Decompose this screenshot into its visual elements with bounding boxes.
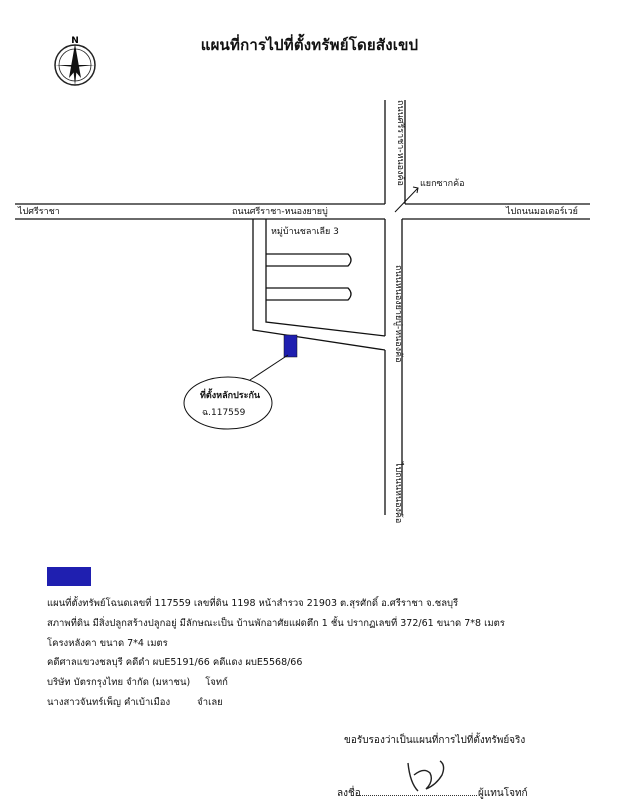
info-court-case: คดีศาลแขวงชลบุรี คดีดำ ผบE5191/66 คดีแดง ผบE5568/66: [47, 657, 303, 668]
certification-text: ขอรับรองว่าเป็นแผนที่การไปที่ตั้งทรัพย์จริง: [344, 735, 526, 746]
label-east-road-lower: ไปถนนหนองค้อ: [393, 462, 403, 524]
info-land-condition: สภาพที่ดิน มีสิ่งปลูกสร้างปลูกอยู่ มีลักษณะเป็น บ้านพักอาศัยแฝดตึก 1 ชั้น ปรากฏเลขที่ 372/61 ขนาด 7*8 เมตร: [47, 618, 505, 629]
defendant-role: จำเลย: [197, 697, 223, 708]
property-marker: [284, 335, 297, 357]
info-defendant: [47, 695, 223, 710]
intersection-pointer: [395, 187, 418, 212]
callout-line-2: ฉ.117559: [202, 408, 246, 418]
plaintiff-name: บริษัท บัตรกรุงไทย จำกัด (มหาชน): [47, 677, 191, 688]
property-callout: [184, 377, 272, 429]
plaintiff-role: โจทก์: [205, 677, 228, 688]
label-east-road-upper: ถนนหนองยายบู่-หนองค้อ: [393, 265, 403, 363]
legend-swatch: [47, 567, 91, 586]
label-left-destination: ไปศรีราชา: [18, 207, 60, 217]
defendant-name: นางสาวจันทร์เพ็ญ คำเบ้าเมือง: [47, 697, 171, 708]
info-plaintiff: [47, 675, 228, 690]
info-deed: แผนที่ตั้งทรัพย์โฉนดเลขที่ 117559 เลขที่ดิน 1198 หน้าสำรวจ 21903 ต.สุรศักดิ์ อ.ศรีราชา จ.ชลบุรี: [47, 598, 459, 609]
compass-north-icon: [55, 36, 95, 86]
signature: [400, 755, 470, 795]
compass-north-label: N: [71, 36, 79, 46]
page-title: แผนที่การไปที่ตั้งทรัพย์โดยสังเขป: [200, 36, 419, 54]
signature-line: [357, 795, 477, 796]
signer-role: ผู้แทนโจทก์: [478, 788, 528, 799]
label-north-road: ถนนศรีราชา-หนองค้อ: [395, 100, 405, 186]
sign-label: ลงชื่อ: [337, 788, 361, 799]
info-roof: โครงหลังคา ขนาด 7*4 เมตร: [47, 638, 168, 649]
callout-line-1: ที่ตั้งหลักประกัน: [200, 391, 261, 401]
label-village: หมู่บ้านชลาเลีย 3: [271, 227, 339, 237]
label-main-road: ถนนศรีราชา-หนองยายบู่: [232, 207, 328, 217]
village-roads: [253, 219, 385, 350]
label-intersection: แยกซากค้อ: [420, 179, 465, 189]
label-right-destination: ไปถนนมอเตอร์เวย์: [506, 207, 578, 217]
